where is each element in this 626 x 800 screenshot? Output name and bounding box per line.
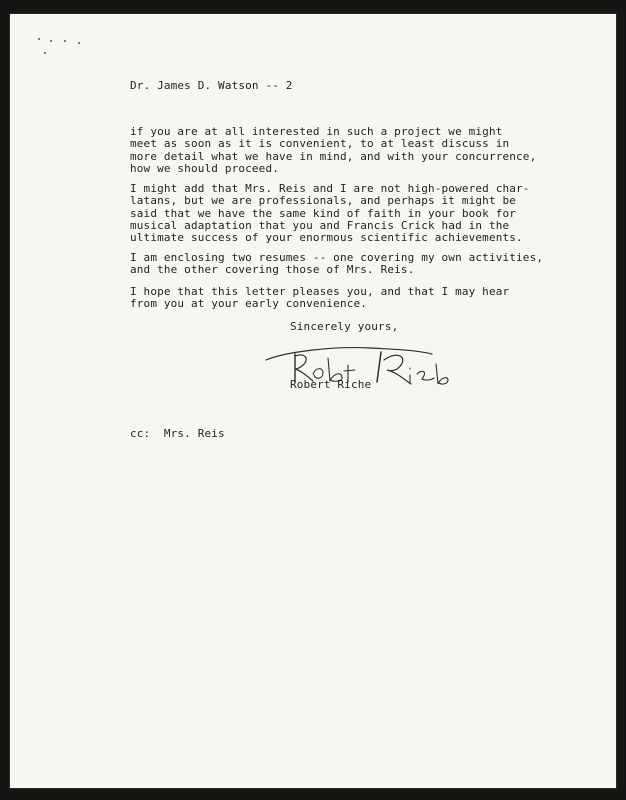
paragraph-3: I am enclosing two resumes -- one covering my own activities, and the other covering those of Mrs. Reis. [130,251,544,277]
letter-page [10,14,616,788]
closing: Sincerely yours, [290,320,399,333]
cc-line: cc: Mrs. Reis [130,427,225,440]
speck [78,42,80,44]
paragraph-2: I might add that Mrs. Reis and I are not high-powered char- latans, but we are professionals, and perhaps it might be said that we have the same kind of faith in your book for musical adaptation that you and Francis Crick had in the ultimate success of your enormous scientific achievements. [130,182,530,245]
signer-name: Robert Riche [290,378,372,391]
speck [44,52,46,54]
page-heading: Dr. James D. Watson -- 2 [130,79,293,92]
paragraph-4: I hope that this letter pleases you, and that I may hear from you at your early convenience. [130,285,510,311]
paper-specks [36,34,96,74]
speck [64,40,66,42]
speck [38,38,40,40]
paragraph-1: if you are at all interested in such a project we might meet as soon as it is convenient, to at least discuss in more detail what we have in mind, and with your concurrence, how we should proceed. [130,125,537,175]
faint-paper-mark [480,350,483,361]
speck [50,40,52,42]
